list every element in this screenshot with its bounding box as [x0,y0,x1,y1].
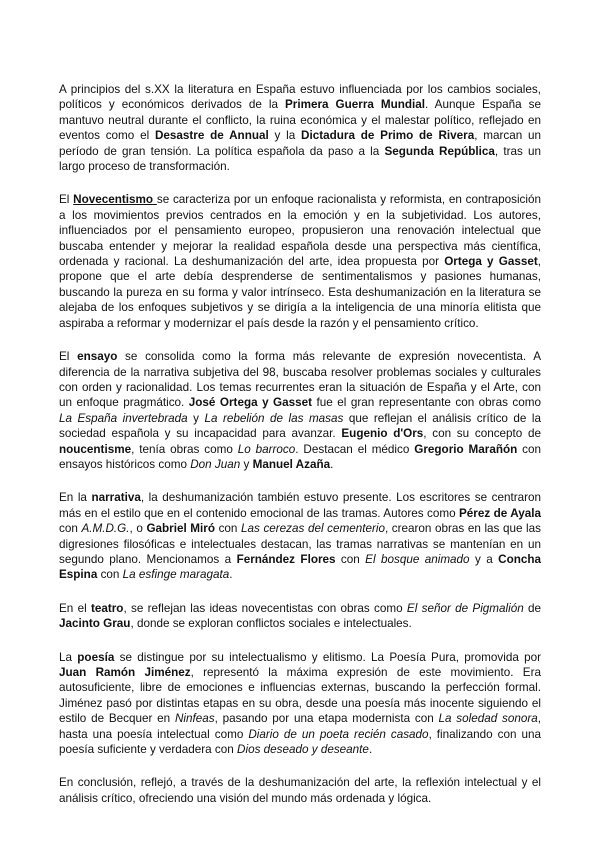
text-run: y [240,457,253,471]
text-run: El [59,193,74,207]
paragraph-ensayo [59,349,541,472]
paragraph-teatro [59,601,541,632]
text-run: y la [268,129,302,143]
bold-term: Primera Guerra Mundial [284,98,426,112]
bold-term: Fernández Flores [236,552,336,566]
paragraph-intro [59,82,541,174]
bold-term: Desastre de Annual [154,129,269,143]
text-run: , donde se exploran conflictos sociales e intelectuales. [130,617,412,631]
text-run: , con su concepto de [423,427,541,441]
text-run: , hasta una poesía intelectual como [59,712,541,741]
text-run: . Aunque España se mantuvo neutral durante el conflicto, la ruina económica y el malestar político, reflejado en eventos como el [59,98,541,143]
bold-term: poesía [77,650,115,664]
bold-term: Pérez de Ayala [459,506,541,520]
text-run: fue el gran representante con obras como [312,396,541,410]
italic-title: Las cerezas del cementerio [241,522,385,536]
text-run: A principios del s.XX la literatura en España estuvo influenciada por los cambios sociales, políticos y económicos derivados de la [59,83,541,112]
italic-title: La rebelión de las masas [204,411,344,425]
text-run: , representó la máxima expresión de este movimiento. Era autosuficiente, libre de emociones e influencias externas, buscando la perfección formal. Jiménez pasó por distintas etapas en su obra, desde una poesía más inocente siguiendo el estilo de Becquer en [59,666,541,726]
text-run: , o [129,522,147,536]
text-run: , finalizando con una poesía suficiente y verdadera con [59,727,541,757]
paragraph-narrativa [59,490,541,582]
paragraph-poesia [59,650,541,758]
text-run: , se reflejan las ideas novecentistas con obras como [123,601,407,615]
bold-term: Eugenio d'Ors [341,427,424,441]
bold-term: Segunda República [384,144,495,158]
text-run: de [523,601,542,615]
paragraph-novecentismo [59,192,541,331]
italic-title: La soledad sonora [438,712,538,726]
bold-term: Dictadura de Primo de Rivera [301,129,475,143]
text-run: , tras un largo proceso de transformación. [59,144,542,174]
italic-title: Lo barroco [237,442,296,456]
text-run: con ensayos históricos como [59,442,541,471]
text-run: con [59,522,82,536]
italic-title: El señor de Pigmalión [406,601,524,615]
bold-term: noucentisme [59,442,132,456]
text-run: . [330,457,334,471]
text-run: y a [469,552,499,566]
text-run: , pasando por una etapa modernista con [214,712,439,726]
bold-term: Juan Ramón Jiménez [59,666,191,679]
italic-title: Don Juan [190,457,241,471]
text-run: La [59,650,78,664]
text-run: con [335,552,366,566]
text-run: , la deshumanización también estuvo presente. Los escritores se centraron más en el estilo que en el contenido emocional de las tramas. Autores como [59,491,542,520]
text-run: con [97,568,123,582]
italic-title: Ninfeas [174,712,215,726]
text-run: se consolida como la forma más relevante de expresión novecentista. A diferencia de la narrativa subjetiva del 98, buscaba resolver problemas sociales y culturales con orden y racionalidad. Los temas recurrentes eran la situación de España y el Arte, con un enfoque pragmático. [59,350,541,410]
text-run: con [214,522,242,536]
bold-term: Gregorio Marañón [414,442,518,456]
text-run: se distingue por su intelectualismo y elitismo. La Poesía Pura, promovida por [114,650,541,664]
text-run: . [229,568,233,582]
bold-term: Concha Espina [59,552,541,582]
bold-term: José Ortega y Gasset [188,396,313,410]
bold-term: Gabriel Miró [146,522,215,536]
text-run: , tenía obras como [131,442,238,456]
bold-term: Ortega y Gasset [444,255,538,269]
text-run: En la [59,491,92,505]
text-run: se caracteriza por un enfoque racionalista y reformista, en contraposición a los movimientos previos centrados en la emoción y en la subjetividad. Los autores, influenciados por el pensamiento europeo, propusieron una renovación intelectual que buscaba entender y mejorar la realidad española desde una perspectiva más científica, ordenada y racional. La deshumanización del arte, idea propuesta por [59,193,541,269]
italic-title: Diario de un poeta recién casado [248,727,429,741]
italic-title: La esfinge maragata [122,568,230,582]
text-run: y [187,411,205,425]
text-run: que reflejan el análisis crítico de la sociedad española y su incapacidad para avanzar. [59,411,541,441]
text-run: . Destacan el médico [295,442,415,456]
italic-title: A.M.D.G. [81,522,130,536]
text-run: , crearon obras en las que las digresiones filosóficas e intelectuales destacan, las tramas narrativas se mantenían en un segundo plano. Mencionamos a [59,522,541,566]
italic-title: La España invertebrada [59,411,188,425]
text-run: . [368,743,373,757]
text-run: En el [59,601,91,615]
bold-term: Novecentismo [73,193,154,207]
bold-term: Manuel Azaña [252,457,331,471]
text-run: , propone que el arte debía desprenderse de sentimentalismos y pasiones humanas, buscando la pureza en su forma y valor intrínseco. Esta deshumanización en la literatura se alejaba de los enfoques subjetivos y se dirigía a la inteligencia de una minoría elitista que aspiraba a reformar y modernizar el país desde la razón y el pensamiento crítico. [59,255,541,330]
text-run: En conclusión, reflejó, a través de la deshumanización del arte, la reflexión intelectual y el análisis crítico, ofreciendo una visión del mundo más ordenada y lógica. [59,776,541,805]
bold-term: narrativa [91,491,141,505]
bold-term: teatro [90,601,124,615]
italic-title: Dios deseado y deseante [237,743,369,757]
paragraph-conclusion [59,775,541,806]
text-run: , marcan un período de gran tensión. La política española da paso a la [59,129,542,158]
bold-term: Jacinto Grau [59,617,131,631]
italic-title: El bosque animado [365,552,470,566]
text-run: El [59,350,78,364]
bold-term: ensayo [77,350,118,364]
